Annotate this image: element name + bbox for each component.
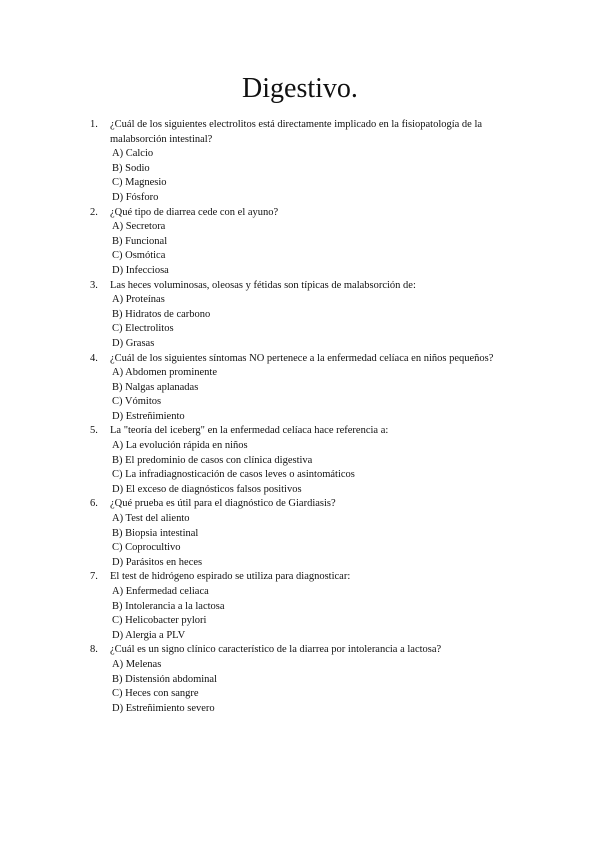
answer-option: D) Estreñimiento severo xyxy=(112,702,215,714)
answer-option: B) El predominio de casos con clínica digestiva xyxy=(112,454,313,466)
question-text: La "teoría del iceberg" en la enfermedad celíaca hace referencia a: xyxy=(110,425,389,437)
question-item xyxy=(90,352,520,425)
answer-option: C) Heces con sangre xyxy=(112,688,199,700)
question-item xyxy=(90,570,520,643)
answer-options xyxy=(90,585,520,643)
answer-options xyxy=(90,658,520,716)
answer-options xyxy=(90,512,520,570)
answer-option: D) Parásitos en heces xyxy=(112,556,203,568)
answer-option: C) Osmótica xyxy=(112,250,166,262)
answer-option: B) Intolerancia a la lactosa xyxy=(112,600,225,612)
question-item xyxy=(90,424,520,497)
answer-option: D) Fósforo xyxy=(112,191,159,203)
answer-option: C) Electrolitos xyxy=(112,323,174,335)
question-number: 3. xyxy=(90,279,98,291)
question-number: 8. xyxy=(90,644,98,656)
answer-option: B) Funcional xyxy=(112,235,168,247)
answer-option: A) Proteínas xyxy=(112,294,165,306)
answer-option: C) Coprocultivo xyxy=(112,542,181,554)
question-number: 5. xyxy=(90,425,98,437)
answer-option: A) Enfermedad celiaca xyxy=(112,586,209,597)
page-title: Digestivo. xyxy=(242,73,358,104)
answer-option: D) Infecciosa xyxy=(112,264,169,276)
answer-options xyxy=(90,220,520,278)
answer-option: A) Calcio xyxy=(112,148,154,160)
answer-option: D) Estreñimiento xyxy=(112,410,185,422)
answer-option: A) La evolución rápida en niños xyxy=(112,440,248,452)
answer-option: B) Distensión abdominal xyxy=(112,673,217,685)
answer-option: B) Biopsia intestinal xyxy=(112,527,199,539)
question-number: 1. xyxy=(90,119,98,130)
question-text: ¿Qué prueba es útil para el diagnóstico de Giardiasis? xyxy=(110,498,336,510)
answer-options xyxy=(90,366,520,424)
answer-option: A) Secretora xyxy=(112,221,166,233)
question-number: 2. xyxy=(90,206,98,218)
answer-option: C) La infradiagnosticación de casos leves o asintomáticos xyxy=(112,469,355,481)
question-item xyxy=(90,643,520,716)
question-list xyxy=(90,118,520,716)
question-number: 4. xyxy=(90,352,98,364)
answer-option: C) Helicobacter pylori xyxy=(112,615,207,627)
answer-options xyxy=(90,439,520,497)
answer-option: D) El exceso de diagnósticos falsos positivos xyxy=(112,483,302,495)
answer-options xyxy=(90,293,520,351)
question-item xyxy=(90,497,520,570)
answer-option: D) Alergia a PLV xyxy=(112,629,186,641)
answer-options xyxy=(90,147,520,205)
question-text: Las heces voluminosas, oleosas y fétidas son típicas de malabsorción de: xyxy=(110,279,416,291)
question-item xyxy=(90,206,520,279)
question-item xyxy=(90,279,520,352)
question-number: 7. xyxy=(90,571,98,583)
answer-option: C) Vómitos xyxy=(112,396,162,408)
question-text: ¿Cuál de los siguientes síntomas NO pertenece a la enfermedad celíaca en niños pequeños? xyxy=(110,352,494,364)
question-number: 6. xyxy=(90,498,98,510)
question-text: ¿Cuál de los siguientes electrolitos está directamente implicado en la fisiopatología de la malabsorción intestinal? xyxy=(110,119,483,145)
answer-option: B) Nalgas aplanadas xyxy=(112,381,199,393)
answer-option: B) Hidratos de carbono xyxy=(112,308,211,320)
question-text: El test de hidrógeno espirado se utiliza para diagnosticar: xyxy=(110,571,351,583)
answer-option: A) Melenas xyxy=(112,658,162,670)
answer-option: C) Magnesio xyxy=(112,177,167,189)
question-item xyxy=(90,118,520,206)
answer-option: A) Test del aliento xyxy=(112,513,190,525)
answer-option: A) Abdomen prominente xyxy=(112,367,217,379)
question-text: ¿Cuál es un signo clínico característico de la diarrea por intolerancia a lactosa? xyxy=(110,644,442,656)
question-text: ¿Qué tipo de diarrea cede con el ayuno? xyxy=(110,206,279,218)
answer-option: B) Sodio xyxy=(112,162,150,174)
answer-option: D) Grasas xyxy=(112,337,155,349)
